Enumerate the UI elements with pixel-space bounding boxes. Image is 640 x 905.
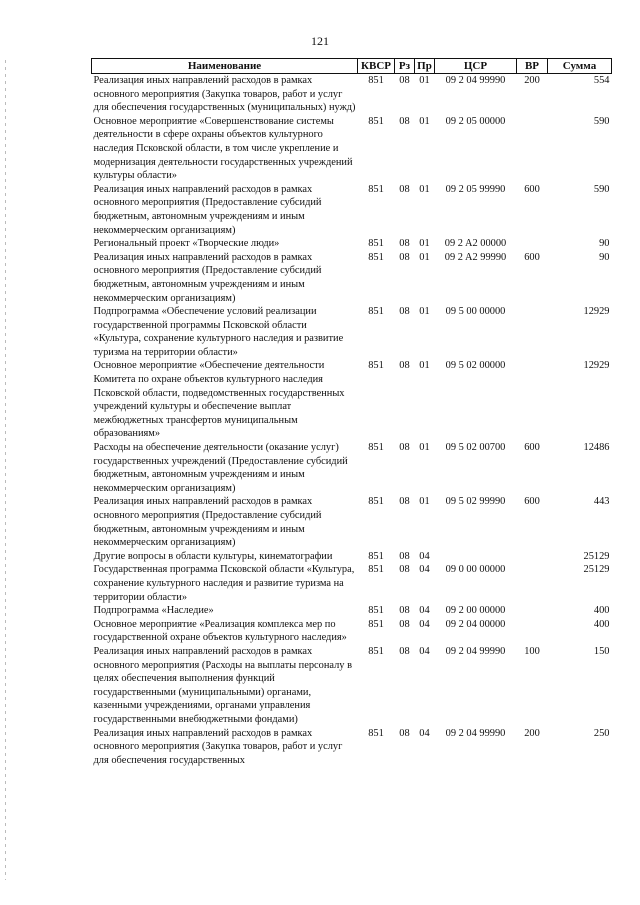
table-row — [92, 237, 612, 251]
cell-vr — [517, 550, 548, 564]
cell-name: Основное мероприятие «Совершенствование системы деятельности в сфере охраны объектов культурного наследия Псковской области, в том числе укрепление и модернизация деятельности государственных учреждений культуры области» — [93, 115, 353, 182]
cell-sum: 25129 — [583, 564, 610, 576]
cell-rz: 08 — [399, 306, 410, 318]
cell-csr — [435, 550, 517, 564]
cell-sum: 250 — [593, 727, 610, 739]
cell-sum: 150 — [593, 645, 610, 657]
cell-csr: 09 0 00 00000 — [445, 564, 506, 576]
cell-kvsr: 851 — [368, 605, 384, 617]
table-row — [92, 74, 612, 115]
table-row — [92, 183, 612, 237]
cell-kvsr: 851 — [368, 618, 384, 630]
cell-pr: 01 — [419, 442, 430, 454]
cell-kvsr: 851 — [368, 550, 384, 562]
cell-pr: 01 — [419, 183, 430, 195]
cell-rz: 08 — [399, 115, 410, 127]
header-kvsr: КВСР — [358, 59, 395, 74]
cell-csr: 09 5 00 00000 — [445, 306, 506, 318]
header-sum: Сумма — [548, 59, 612, 74]
cell-csr: 09 5 02 00700 — [445, 442, 506, 454]
cell-sum: 25129 — [583, 550, 610, 562]
cell-name: Региональный проект «Творческие люди» — [93, 238, 280, 250]
cell-kvsr: 851 — [368, 238, 384, 250]
header-rz: Рз — [395, 59, 415, 74]
header-csr: ЦСР — [435, 59, 517, 74]
table-row — [92, 359, 612, 441]
cell-kvsr: 851 — [368, 75, 384, 86]
cell-csr: 09 2 04 99990 — [445, 75, 506, 86]
cell-rz: 08 — [399, 360, 410, 372]
table-row — [92, 305, 612, 359]
cell-kvsr: 851 — [368, 496, 384, 508]
cell-kvsr: 851 — [368, 564, 384, 576]
cell-csr: 09 5 02 00000 — [445, 360, 506, 372]
table-header-row — [92, 59, 612, 74]
cell-name: Реализация иных направлений расходов в рамках основного мероприятия (Закупка товаров, работ и услуг для обеспечения государственных (муниципальных) нужд) — [93, 75, 356, 114]
cell-pr: 04 — [419, 605, 430, 617]
cell-kvsr: 851 — [368, 645, 384, 657]
table-row — [92, 645, 612, 727]
cell-csr: 09 2 00 00000 — [445, 605, 506, 617]
cell-csr: 09 2 05 99990 — [445, 183, 506, 195]
cell-vr — [517, 359, 548, 441]
cell-pr: 04 — [419, 727, 430, 739]
cell-name: Реализация иных направлений расходов в рамках основного мероприятия (Предоставление субсидий бюджетным, автономным учреждениям и иным некоммерческим организациям) — [93, 251, 322, 304]
cell-name: Реализация иных направлений расходов в рамках основного мероприятия (Расходы на выплаты персоналу в целях обеспечения выполнения функций государственными (муниципальными) органами, казенными учреждениями, органами управления государственными внебюджетными фондами) — [93, 645, 353, 725]
table-row — [92, 618, 612, 645]
cell-sum: 12929 — [583, 306, 610, 318]
cell-pr: 01 — [419, 360, 430, 372]
cell-vr: 200 — [524, 75, 540, 86]
cell-kvsr: 851 — [368, 360, 384, 372]
cell-name: Расходы на обеспечение деятельности (оказание услуг) государственных учреждений (Предоставление субсидий бюджетным, автономным учреждениям и иным некоммерческим организациям) — [93, 442, 348, 494]
cell-pr: 04 — [419, 618, 430, 630]
cell-rz: 08 — [399, 251, 410, 263]
table-row — [92, 727, 612, 768]
cell-vr: 600 — [524, 496, 540, 508]
cell-sum: 400 — [593, 605, 610, 617]
budget-table — [91, 58, 612, 767]
cell-vr: 600 — [524, 183, 540, 195]
cell-sum: 443 — [593, 496, 610, 508]
cell-sum: 400 — [593, 618, 610, 630]
cell-rz: 08 — [399, 496, 410, 508]
cell-vr — [517, 305, 548, 359]
cell-sum: 12929 — [583, 360, 610, 372]
cell-kvsr: 851 — [368, 115, 384, 127]
cell-kvsr: 851 — [368, 183, 384, 195]
page-number: 121 — [311, 34, 329, 48]
cell-pr: 01 — [419, 238, 430, 250]
cell-rz: 08 — [399, 645, 410, 657]
cell-csr: 09 2 05 00000 — [445, 115, 506, 127]
cell-kvsr: 851 — [368, 727, 384, 739]
cell-vr — [517, 618, 548, 645]
cell-name: Реализация иных направлений расходов в рамках основного мероприятия (Предоставление субсидий бюджетным, автономным учреждениям и иным некоммерческим организациям) — [93, 183, 322, 236]
table-row — [92, 495, 612, 549]
cell-name: Реализация иных направлений расходов в рамках основного мероприятия (Закупка товаров, работ и услуг для обеспечения государственных — [93, 727, 343, 766]
cell-pr: 01 — [419, 251, 430, 263]
table-row — [92, 115, 612, 183]
cell-rz: 08 — [399, 442, 410, 454]
cell-rz: 08 — [399, 564, 410, 576]
cell-rz: 08 — [399, 550, 410, 562]
table-row — [92, 550, 612, 564]
cell-vr — [517, 115, 548, 183]
cell-name: Государственная программа Псковской области «Культура, сохранение культурного наследия и развитие туризма на территории области» — [93, 564, 355, 603]
table-row — [92, 563, 612, 604]
cell-rz: 08 — [399, 238, 410, 250]
cell-sum: 590 — [593, 183, 610, 195]
table-row — [92, 604, 612, 618]
cell-kvsr: 851 — [368, 251, 384, 263]
cell-name: Основное мероприятие «Обеспечение деятельности Комитета по охране объектов культурного наследия Псковской области, подведомственных государственных учреждений культуры и обеспечение выплат межбюджетных трансфертов муниципальным образованиям» — [93, 360, 345, 440]
cell-kvsr: 851 — [368, 306, 384, 318]
cell-vr — [517, 604, 548, 618]
cell-rz: 08 — [399, 183, 410, 195]
cell-pr: 01 — [419, 306, 430, 318]
cell-sum: 90 — [599, 251, 610, 263]
scan-edge — [5, 60, 6, 880]
cell-rz: 08 — [399, 75, 410, 86]
cell-pr: 04 — [419, 564, 430, 576]
cell-rz: 08 — [399, 618, 410, 630]
header-pr: Пр — [415, 59, 435, 74]
cell-rz: 08 — [399, 727, 410, 739]
cell-vr: 600 — [524, 251, 540, 263]
cell-csr: 09 2 04 99990 — [445, 727, 506, 739]
cell-sum: 590 — [593, 115, 610, 127]
cell-sum: 554 — [593, 75, 610, 86]
cell-pr: 01 — [419, 115, 430, 127]
cell-name: Подпрограмма «Обеспечение условий реализации государственной программы Псковской области «Культура, сохранение культурного наследия и развитие туризма на территории области» — [93, 306, 344, 358]
table-row — [92, 441, 612, 495]
cell-vr: 100 — [524, 645, 540, 657]
cell-vr: 200 — [524, 727, 540, 739]
cell-vr — [517, 563, 548, 604]
cell-name: Основное мероприятие «Реализация комплекса мер по государственной охране объектов культурного наследия» — [93, 618, 347, 644]
cell-name: Подпрограмма «Наследие» — [93, 605, 214, 617]
table-row — [92, 251, 612, 305]
cell-rz: 08 — [399, 605, 410, 617]
cell-csr: 09 2 A2 00000 — [444, 238, 507, 250]
cell-vr — [517, 237, 548, 251]
cell-kvsr: 851 — [368, 442, 384, 454]
cell-csr: 09 2 04 99990 — [445, 645, 506, 657]
cell-csr: 09 5 02 99990 — [445, 496, 506, 508]
cell-vr: 600 — [524, 442, 540, 454]
cell-pr: 04 — [419, 550, 430, 562]
cell-pr: 01 — [419, 75, 430, 86]
header-vr: ВР — [517, 59, 548, 74]
cell-pr: 04 — [419, 645, 430, 657]
cell-sum: 90 — [599, 238, 610, 250]
header-name: Наименование — [92, 59, 358, 74]
cell-name: Другие вопросы в области культуры, кинематографии — [93, 550, 333, 562]
cell-csr: 09 2 A2 99990 — [444, 251, 507, 263]
cell-sum: 12486 — [583, 442, 610, 454]
cell-name: Реализация иных направлений расходов в рамках основного мероприятия (Предоставление субсидий бюджетным, автономным учреждениям и иным некоммерческим организациям) — [93, 496, 322, 549]
cell-pr: 01 — [419, 496, 430, 508]
cell-csr: 09 2 04 00000 — [445, 618, 506, 630]
